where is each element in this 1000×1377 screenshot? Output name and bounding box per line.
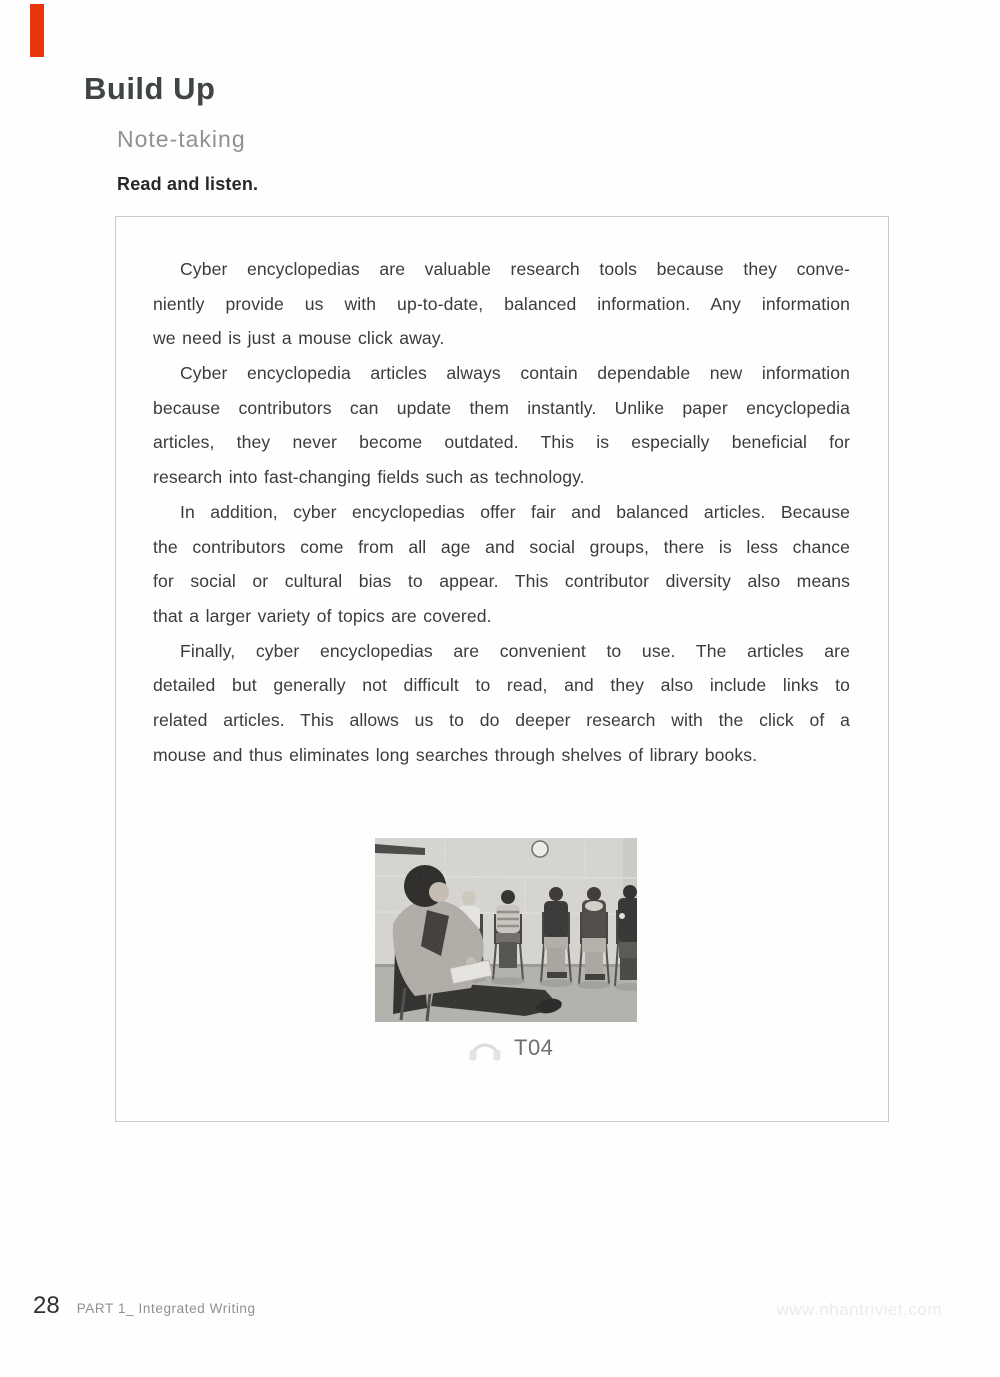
audio-cue bbox=[468, 1033, 553, 1062]
passage-line: niently provide us with up-to-date, balanced information. Any information bbox=[153, 293, 850, 314]
headphones-icon bbox=[468, 1033, 502, 1062]
passage-line: In addition, cyber encyclopedias offer fair and balanced articles. Because bbox=[180, 501, 850, 522]
audio-track-label: T04 bbox=[514, 1034, 554, 1060]
footer bbox=[33, 1292, 256, 1320]
passage-line: Finally, cyber encyclopedias are convenient to use. The articles are bbox=[180, 640, 850, 661]
watermark: www.nhantriviet.com bbox=[776, 1300, 942, 1319]
passage-line: detailed but generally not difficult to read, and they also include links to bbox=[153, 675, 850, 696]
footer-section-label: PART 1_ Integrated Writing bbox=[76, 1301, 256, 1316]
passage-paragraph bbox=[153, 495, 850, 634]
passage-line: we need is just a mouse click away. bbox=[153, 328, 445, 349]
passage-paragraph bbox=[153, 634, 850, 773]
passage-line: research into fast-changing fields such as technology. bbox=[153, 467, 585, 488]
passage-paragraph bbox=[153, 356, 850, 495]
passage-line: related articles. This allows us to do deeper research with the click of a bbox=[153, 709, 850, 730]
instruction-text: Read and listen. bbox=[117, 174, 259, 194]
subsection-title: Note-taking bbox=[117, 126, 246, 152]
passage-line: for social or cultural bias to appear. This contributor diversity also means bbox=[153, 571, 850, 592]
section-title: Build Up bbox=[84, 71, 216, 106]
passage-paragraph bbox=[153, 252, 850, 356]
class-photo bbox=[375, 838, 637, 1022]
passage-line: Cyber encyclopedia articles always contain dependable new information bbox=[180, 363, 850, 384]
section-tab bbox=[30, 4, 44, 57]
page-number: 28 bbox=[33, 1292, 60, 1319]
passage-line: that a larger variety of topics are covered. bbox=[153, 605, 492, 626]
passage-line: the contributors come from all age and social groups, there is less chance bbox=[153, 536, 850, 557]
passage-line: articles, they never become outdated. This is especially beneficial for bbox=[153, 432, 850, 453]
passage-line: Cyber encyclopedias are valuable research tools because they conve- bbox=[180, 259, 850, 279]
passage-line: because contributors can update them instantly. Unlike paper encyclopedia bbox=[153, 397, 850, 418]
passage-line: mouse and thus eliminates long searches through shelves of library books. bbox=[153, 744, 758, 765]
passage-text bbox=[153, 252, 850, 772]
